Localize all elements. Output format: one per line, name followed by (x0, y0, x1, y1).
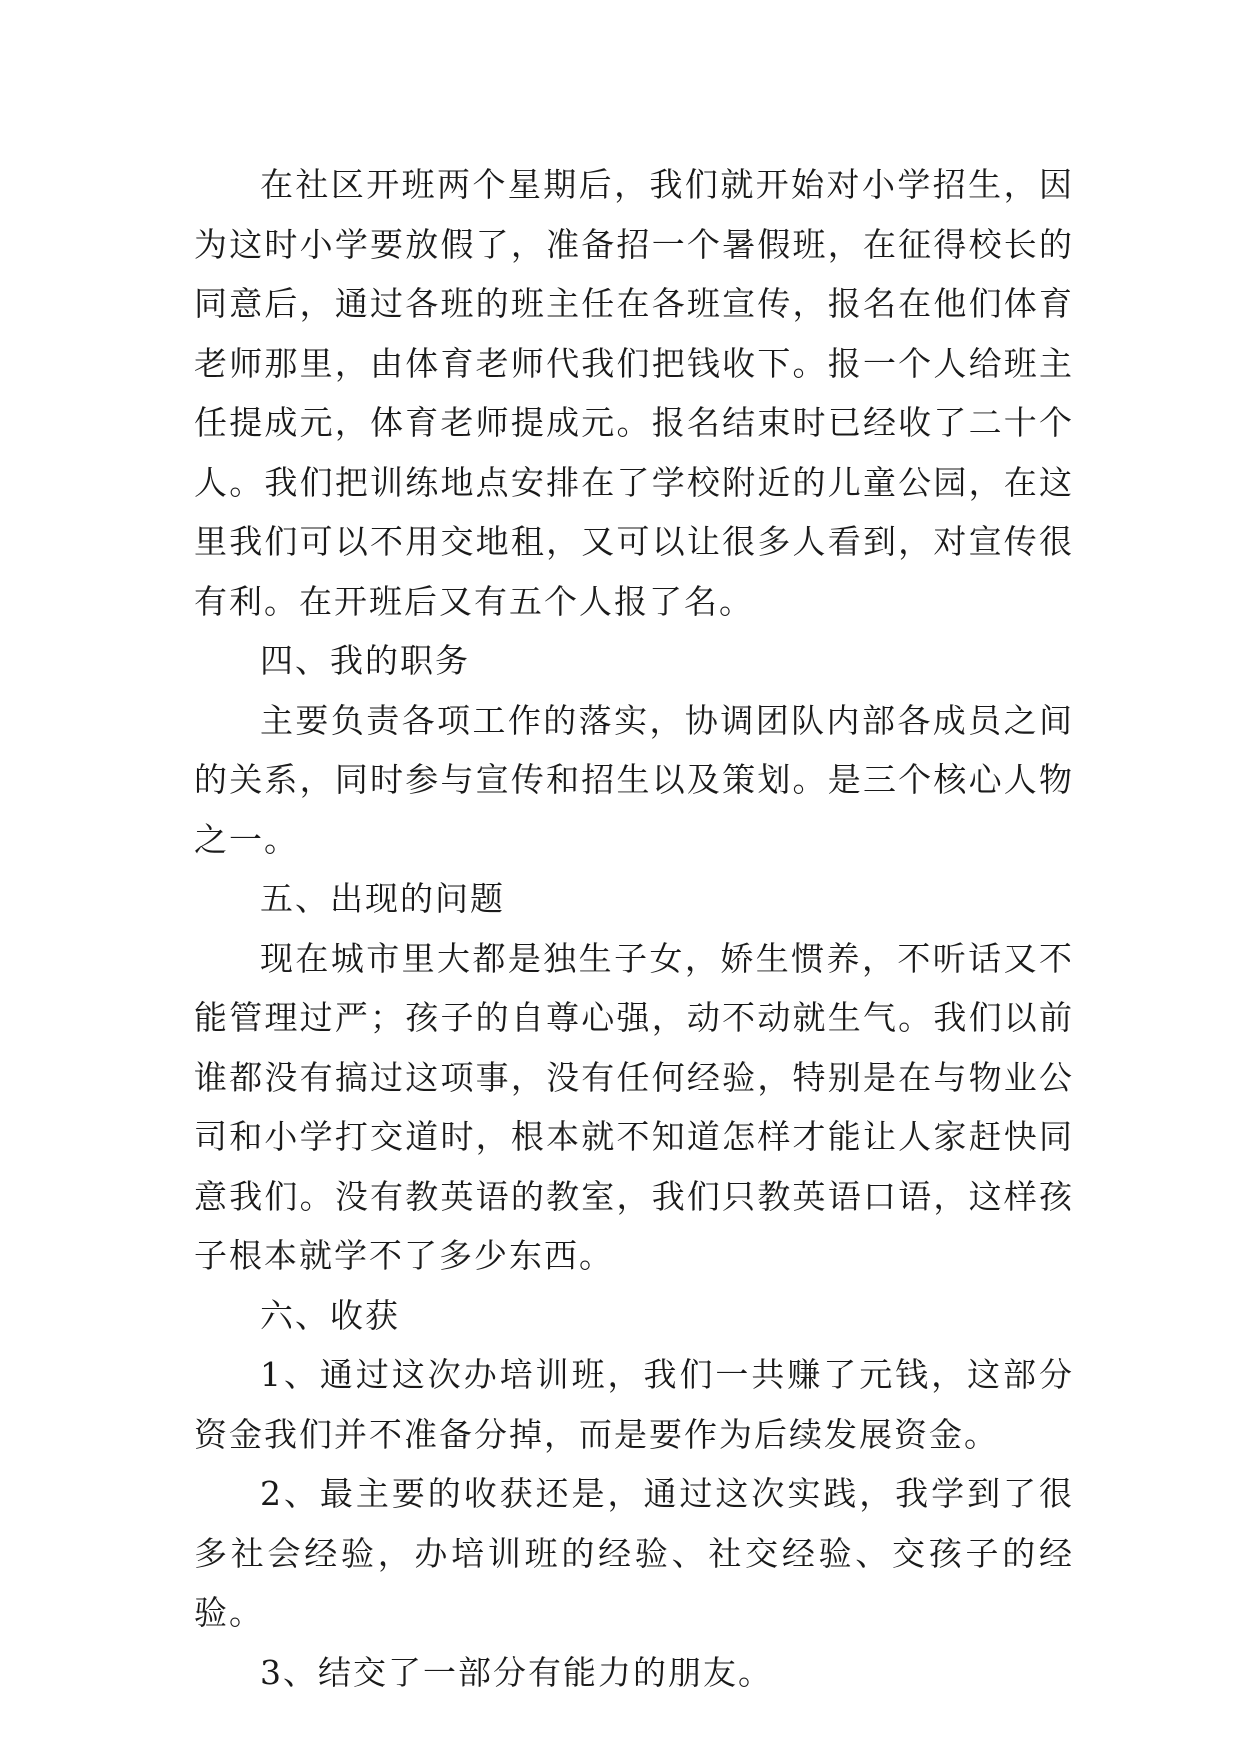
paragraph-problems: 现在城市里大都是独生子女，娇生惯养，不听话又不能管理过严；孩子的自尊心强，动不动就生气。我们以前谁都没有搞过这项事，没有任何经验，特别是在与物业公司和小学打交道时，根本就不知道怎样才能让人家赶快同意我们。没有教英语的教室，我们只教英语口语，这样孩子根本就学不了多少东西。 (194, 938, 1074, 1275)
paragraph-enrollment: 在社区开班两个星期后，我们就开始对小学招生，因为这时小学要放假了，准备招一个暑假班，在征得校长的同意后，通过各班的班主任在各班宣传，报名在他们体育老师那里，由体育老师代我们把钱收下。报一个人给班主任提成元，体育老师提成元。报名结束时已经收了二十个人。我们把训练地点安排在了学校附近的儿童公园，在这里我们可以不用交地租，又可以让很多人看到，对宣传很有利。在开班后又有五个人报了名。 (194, 165, 1074, 621)
paragraph-gain-3: 3、结交了一部分有能力的朋友。 (260, 1652, 773, 1692)
document-body (194, 155, 1074, 1702)
paragraph-gain-2: 2、最主要的收获还是，通过这次实践，我学到了很多社会经验，办培训班的经验、社交经验、交孩子的经验。 (194, 1474, 1074, 1632)
heading-problems: 五、出现的问题 (260, 879, 505, 918)
paragraph-duties: 主要负责各项工作的落实，协调团队内部各成员之间的关系，同时参与宣传和招生以及策划。是三个核心人物之一。 (194, 700, 1074, 859)
heading-gains: 六、收获 (260, 1295, 400, 1335)
paragraph-gain-1: 1、通过这次办培训班，我们一共赚了元钱，这部分资金我们并不准备分掉，而是要作为后续发展资金。 (194, 1355, 1074, 1454)
heading-my-duties: 四、我的职务 (260, 641, 470, 680)
